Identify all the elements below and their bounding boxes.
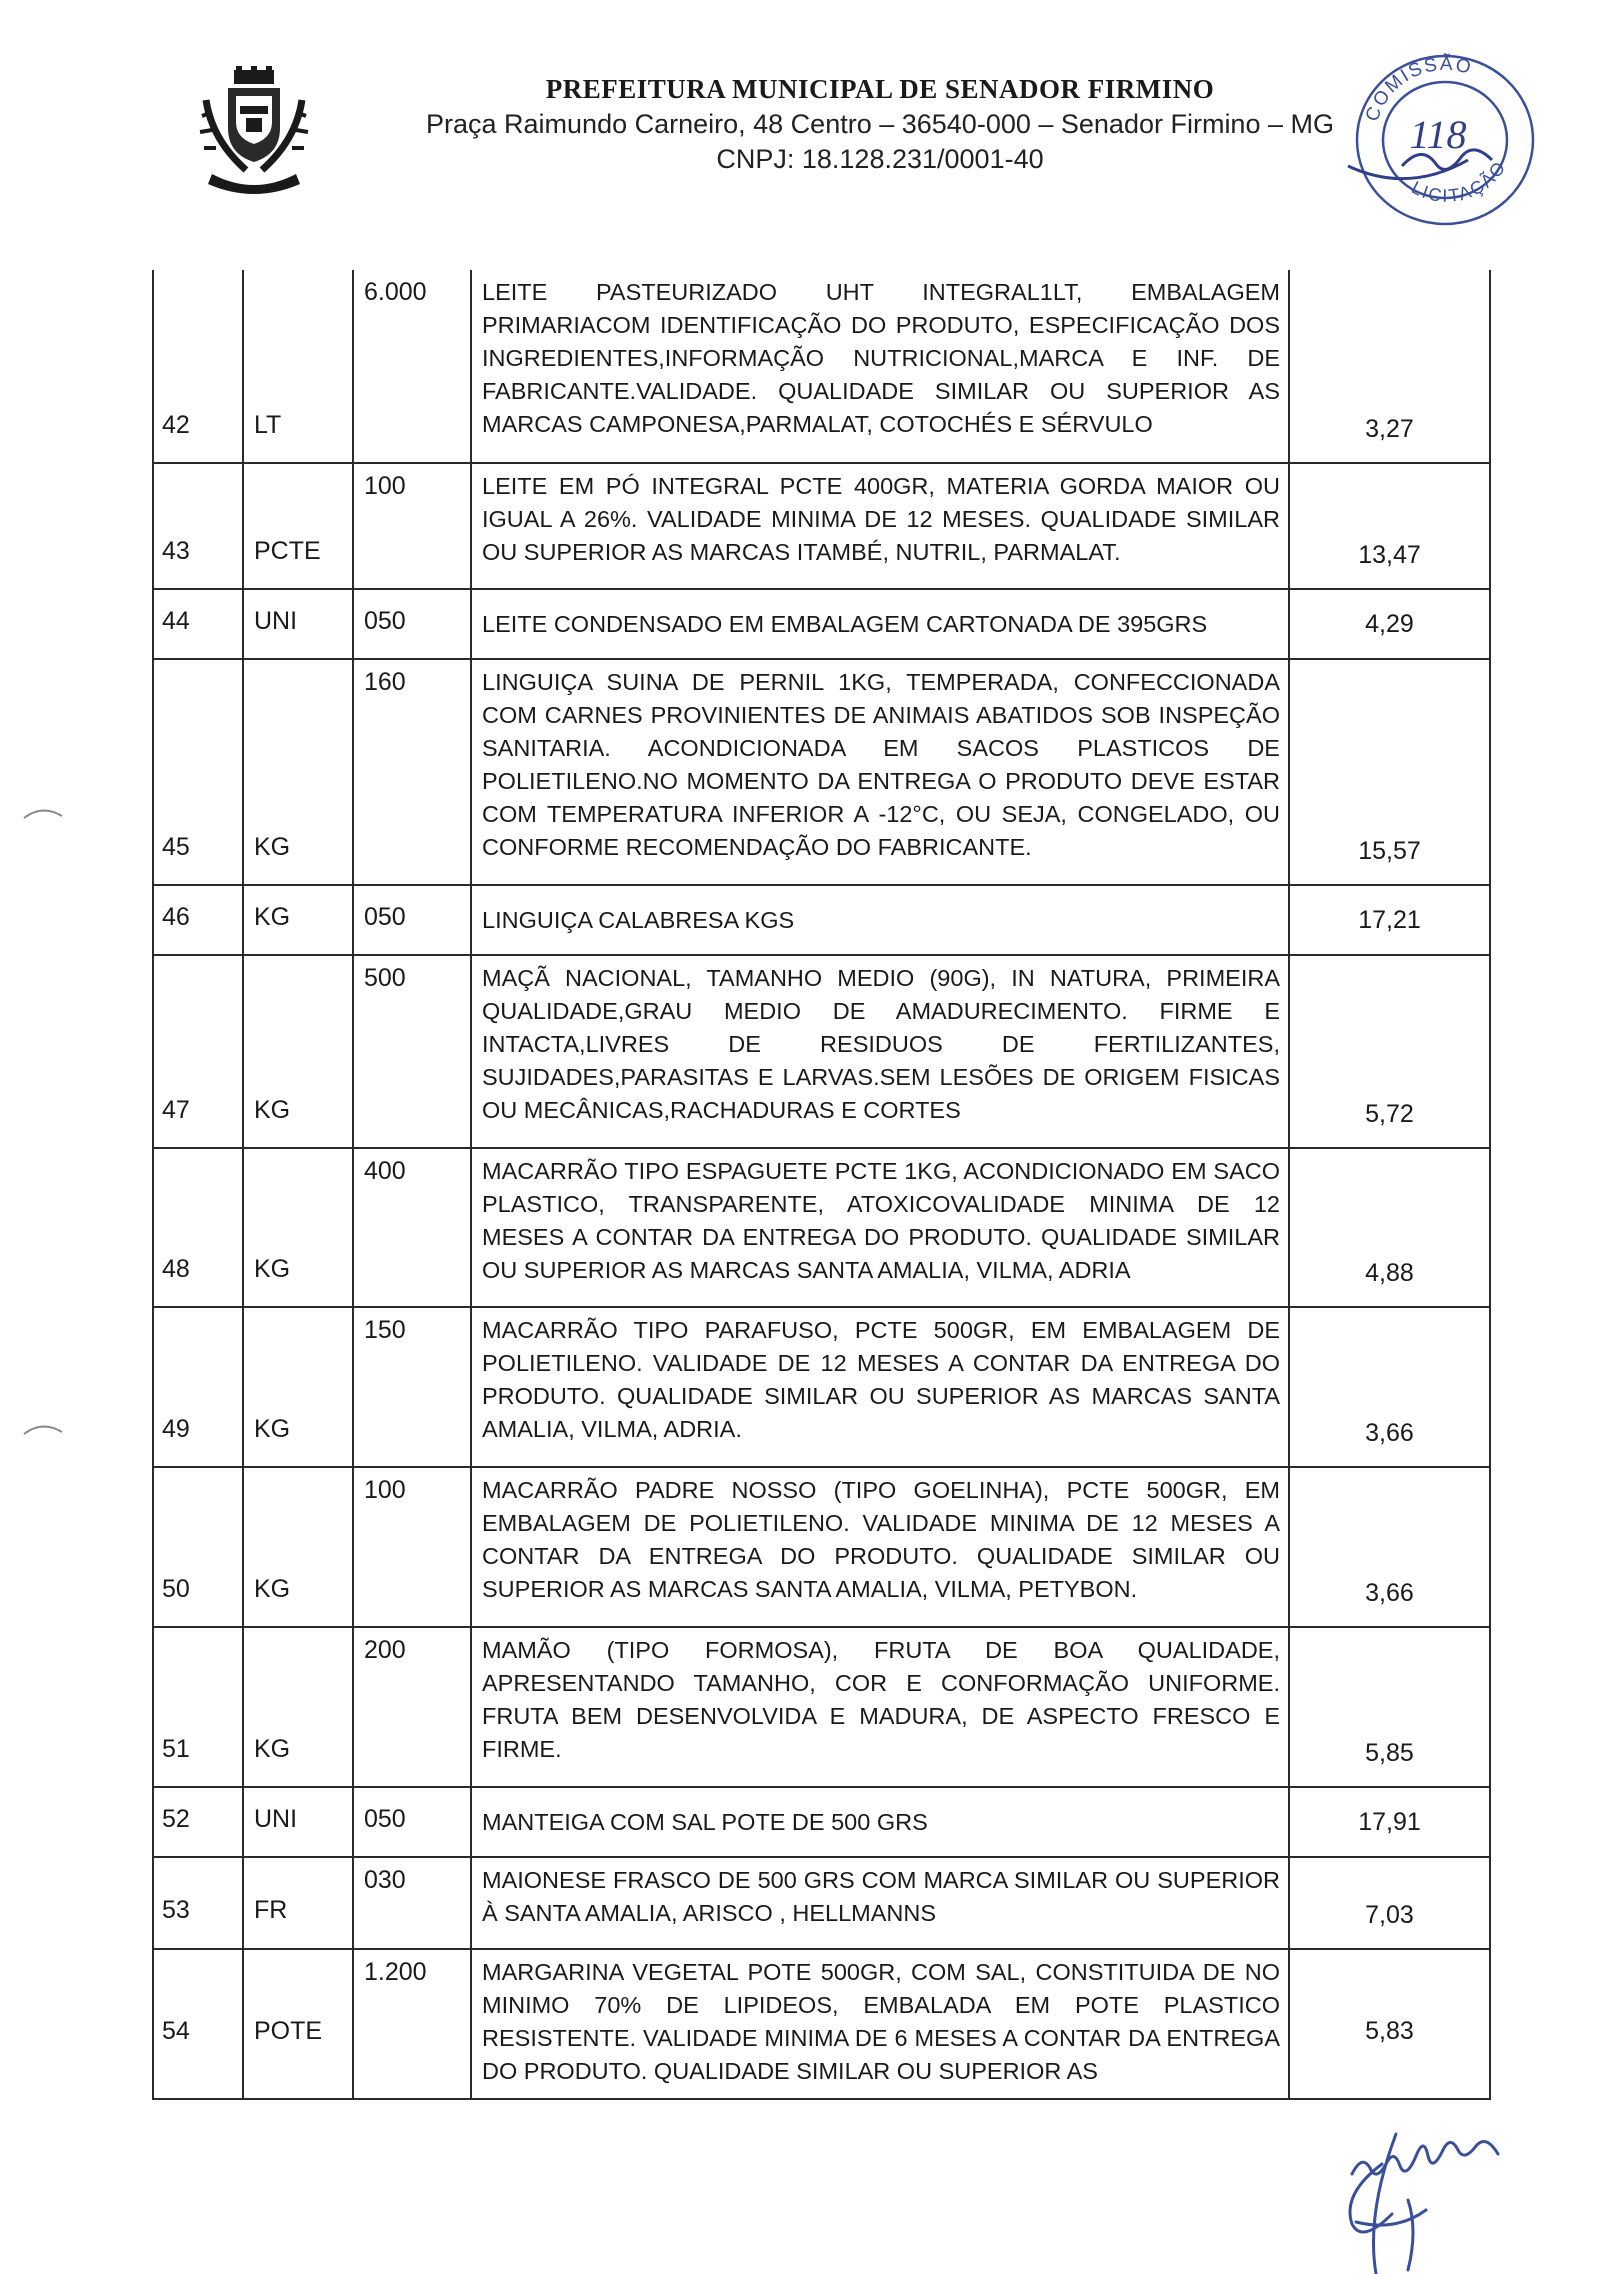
header-text [380, 74, 1380, 175]
item-description: MACARRÃO PADRE NOSSO (TIPO GOELINHA), PCTE 500GR, EM EMBALAGEM DE POLIETILENO. VALIDADE MINIMA DE 12 MESES A CONTAR DA ENTREGA DO PRODUTO. QUALIDADE SIMILAR OU SUPERIOR AS MARCAS SANTA AMALIA, VILMA, PETYBON. [471, 1467, 1289, 1627]
item-unit: PCTE [243, 463, 353, 589]
item-quantity: 050 [353, 885, 471, 955]
item-quantity: 160 [353, 659, 471, 885]
item-number: 52 [153, 1787, 243, 1857]
item-price: 3,66 [1289, 1467, 1490, 1627]
scan-mark-icon [22, 802, 64, 822]
item-unit: KG [243, 955, 353, 1148]
item-number: 50 [153, 1467, 243, 1627]
item-unit: KG [243, 659, 353, 885]
item-description: MACARRÃO TIPO PARAFUSO, PCTE 500GR, EM EMBALAGEM DE POLIETILENO. VALIDADE DE 12 MESES A CONTAR DA ENTREGA DO PRODUTO. QUALIDADE SIMILAR OU SUPERIOR AS MARCAS SANTA AMALIA, VILMA, ADRIA. [471, 1307, 1289, 1467]
item-description: MAMÃO (TIPO FORMOSA), FRUTA DE BOA QUALIDADE, APRESENTANDO TAMANHO, COR E CONFORMAÇÃO UNIFORME. FRUTA BEM DESENVOLVIDA E MADURA, DE ASPECTO FRESCO E FIRME. [471, 1627, 1289, 1787]
item-description: LINGUIÇA SUINA DE PERNIL 1KG, TEMPERADA, CONFECCIONADA COM CARNES PROVINIENTES DE ANIMAIS ABATIDOS SOB INSPEÇÃO SANITARIA. ACONDICIONADA EM SACOS PLASTICOS DE POLIETILENO.NO MOMENTO DA ENTREGA O PRODUTO DEVE ESTAR COM TEMPERATURA INFERIOR A -12°C, OU SEJA, CONGELADO, OU CONFORME RECOMENDAÇÃO DO FABRICANTE. [471, 659, 1289, 885]
item-price: 5,85 [1289, 1627, 1490, 1787]
table-row [153, 463, 1490, 589]
item-quantity: 500 [353, 955, 471, 1148]
table-row [153, 1787, 1490, 1857]
item-number: 54 [153, 1949, 243, 2099]
item-price: 5,72 [1289, 955, 1490, 1148]
item-quantity: 200 [353, 1627, 471, 1787]
item-price: 3,66 [1289, 1307, 1490, 1467]
item-description: LINGUIÇA CALABRESA KGS [471, 885, 1289, 955]
item-description: LEITE PASTEURIZADO UHT INTEGRAL1LT, EMBALAGEM PRIMARIACOM IDENTIFICAÇÃO DO PRODUTO, ESPECIFICAÇÃO DOS INGREDIENTES,INFORMAÇÃO NUTRICIONAL,MARCA E INF. DE FABRICANTE.VALIDADE. QUALIDADE SIMILAR OU SUPERIOR AS MARCAS CAMPONESA,PARMALAT, COTOCHÉS E SÉRVULO [471, 270, 1289, 463]
item-price: 4,29 [1289, 589, 1490, 659]
stamp-number: 118 [1409, 112, 1467, 157]
table-row [153, 659, 1490, 885]
table-row [153, 1857, 1490, 1949]
table-row [153, 1148, 1490, 1307]
item-description: LEITE CONDENSADO EM EMBALAGEM CARTONADA DE 395GRS [471, 589, 1289, 659]
item-quantity: 050 [353, 589, 471, 659]
item-number: 51 [153, 1627, 243, 1787]
table-row [153, 885, 1490, 955]
item-number: 47 [153, 955, 243, 1148]
item-unit: KG [243, 1307, 353, 1467]
document-header [0, 0, 1600, 260]
table-row [153, 1467, 1490, 1627]
item-unit: KG [243, 1467, 353, 1627]
item-price: 15,57 [1289, 659, 1490, 885]
item-quantity: 100 [353, 463, 471, 589]
table-row [153, 270, 1490, 463]
item-number: 43 [153, 463, 243, 589]
item-description: MAÇÃ NACIONAL, TAMANHO MEDIO (90G), IN NATURA, PRIMEIRA QUALIDADE,GRAU MEDIO DE AMADURECIMENTO. FIRME E INTACTA,LIVRES DE RESIDUOS DE FERTILIZANTES, SUJIDADES,PARASITAS E LARVAS.SEM LESÕES DE ORIGEM FISICAS OU MECÂNICAS,RACHADURAS E CORTES [471, 955, 1289, 1148]
municipality-cnpj: CNPJ: 18.128.231/0001-40 [716, 144, 1044, 174]
item-number: 48 [153, 1148, 243, 1307]
item-unit: UNI [243, 589, 353, 659]
item-description: MANTEIGA COM SAL POTE DE 500 GRS [471, 1787, 1289, 1857]
stamp-bottom-text: LICITAÇÃO [1408, 156, 1511, 206]
item-description: MARGARINA VEGETAL POTE 500GR, COM SAL, CONSTITUIDA DE NO MINIMO 70% DE LIPIDEOS, EMBALADA EM POTE PLASTICO RESISTENTE. VALIDADE MINIMA DE 6 MESES A CONTAR DA ENTREGA DO PRODUTO. QUALIDADE SIMILAR OU SUPERIOR AS [471, 1949, 1289, 2099]
items-table [152, 270, 1491, 2100]
item-price: 4,88 [1289, 1148, 1490, 1307]
item-number: 42 [153, 270, 243, 463]
item-quantity: 6.000 [353, 270, 471, 463]
table-row [153, 1627, 1490, 1787]
item-price: 3,27 [1289, 270, 1490, 463]
item-unit: UNI [243, 1787, 353, 1857]
item-unit: KG [243, 885, 353, 955]
table-row [153, 955, 1490, 1148]
item-unit: KG [243, 1148, 353, 1307]
item-quantity: 030 [353, 1857, 471, 1949]
table-row [153, 1949, 1490, 2099]
item-price: 13,47 [1289, 463, 1490, 589]
municipality-title: PREFEITURA MUNICIPAL DE SENADOR FIRMINO [545, 74, 1215, 104]
municipal-coat-of-arms-icon [198, 66, 310, 194]
item-unit: FR [243, 1857, 353, 1949]
item-price: 17,21 [1289, 885, 1490, 955]
table-row [153, 1307, 1490, 1467]
item-number: 53 [153, 1857, 243, 1949]
item-price: 17,91 [1289, 1787, 1490, 1857]
item-number: 46 [153, 885, 243, 955]
item-quantity: 150 [353, 1307, 471, 1467]
commission-stamp [1340, 48, 1540, 230]
table-row [153, 589, 1490, 659]
municipality-address: Praça Raimundo Carneiro, 48 Centro – 36540-000 – Senador Firmino – MG [426, 109, 1334, 139]
scan-mark-icon [22, 1418, 64, 1438]
item-price: 7,03 [1289, 1857, 1490, 1949]
item-description: LEITE EM PÓ INTEGRAL PCTE 400GR, MATERIA GORDA MAIOR OU IGUAL A 26%. VALIDADE MINIMA DE 12 MESES. QUALIDADE SIMILAR OU SUPERIOR AS MARCAS ITAMBÉ, NUTRIL, PARMALAT. [471, 463, 1289, 589]
item-description: MAIONESE FRASCO DE 500 GRS COM MARCA SIMILAR OU SUPERIOR À SANTA AMALIA, ARISCO , HELLMANNS [471, 1857, 1289, 1949]
item-number: 45 [153, 659, 243, 885]
item-quantity: 400 [353, 1148, 471, 1307]
item-description: MACARRÃO TIPO ESPAGUETE PCTE 1KG, ACONDICIONADO EM SACO PLASTICO, TRANSPARENTE, ATOXICOVALIDADE MINIMA DE 12 MESES A CONTAR DA ENTREGA DO PRODUTO. QUALIDADE SIMILAR OU SUPERIOR AS MARCAS SANTA AMALIA, VILMA, ADRIA [471, 1148, 1289, 1307]
item-quantity: 100 [353, 1467, 471, 1627]
handwritten-signature-icon [1296, 2104, 1536, 2274]
item-unit: LT [243, 270, 353, 463]
item-number: 44 [153, 589, 243, 659]
item-unit: KG [243, 1627, 353, 1787]
item-quantity: 050 [353, 1787, 471, 1857]
item-quantity: 1.200 [353, 1949, 471, 2099]
stamp-top-text: COMISSÃO [1361, 53, 1475, 125]
item-unit: POTE [243, 1949, 353, 2099]
item-number: 49 [153, 1307, 243, 1467]
item-price: 5,83 [1289, 1949, 1490, 2099]
